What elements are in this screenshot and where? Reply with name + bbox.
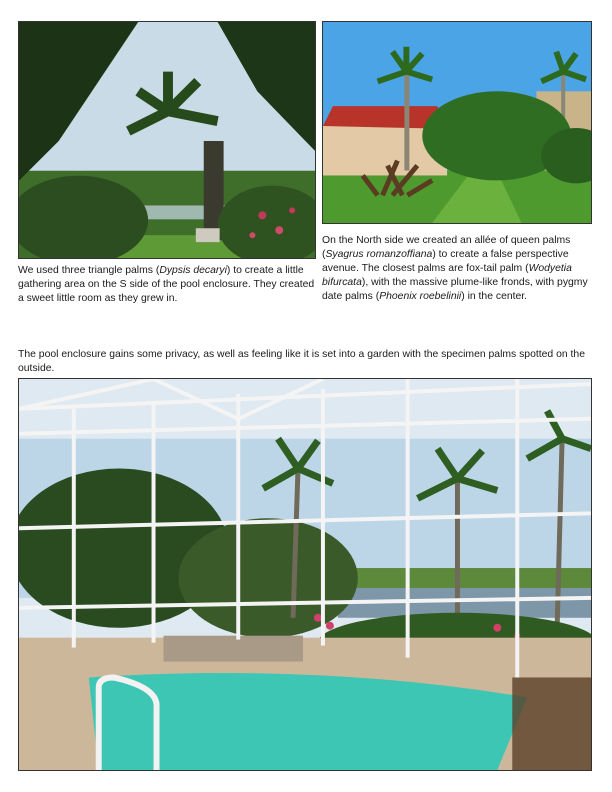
species-name: Phoenix roebelinii — [379, 291, 462, 302]
pool-enclosure-image — [19, 379, 591, 770]
photo-triangle-palms — [18, 21, 316, 259]
caption-text: ) to create a little gathering area on the S side of the pool enclosure. They created a sweet little room as they grew in. — [18, 265, 315, 304]
species-name: Wodyetia bifurcata — [322, 263, 572, 288]
photo-pool-enclosure — [18, 378, 592, 771]
caption-text: ), with the massive plume-like fronds, with pygmy date palms ( — [322, 277, 588, 302]
caption-pool-enclosure: The pool enclosure gains some privacy, as well as feeling like it is set into a garden with the specimen palms spotted on the outside. — [18, 349, 585, 374]
photo-queen-palm-allee — [322, 21, 592, 224]
caption-triangle-palms — [18, 264, 316, 306]
caption-text: We used three triangle palms ( — [18, 265, 160, 276]
species-name: Dypsis decaryi — [159, 265, 227, 276]
species-name: Syagrus romanzoffiana — [325, 249, 433, 260]
caption-text: ) to create a false perspective avenue. The closest palms are fox-tail palm ( — [322, 249, 569, 274]
triangle-palms-image — [19, 22, 315, 258]
caption-text: ) in the center. — [461, 291, 528, 302]
caption-queen-palms — [322, 234, 592, 304]
caption-text: On the North side we created an allée of queen palms ( — [322, 235, 571, 260]
queen-palm-allee-image — [323, 22, 591, 223]
